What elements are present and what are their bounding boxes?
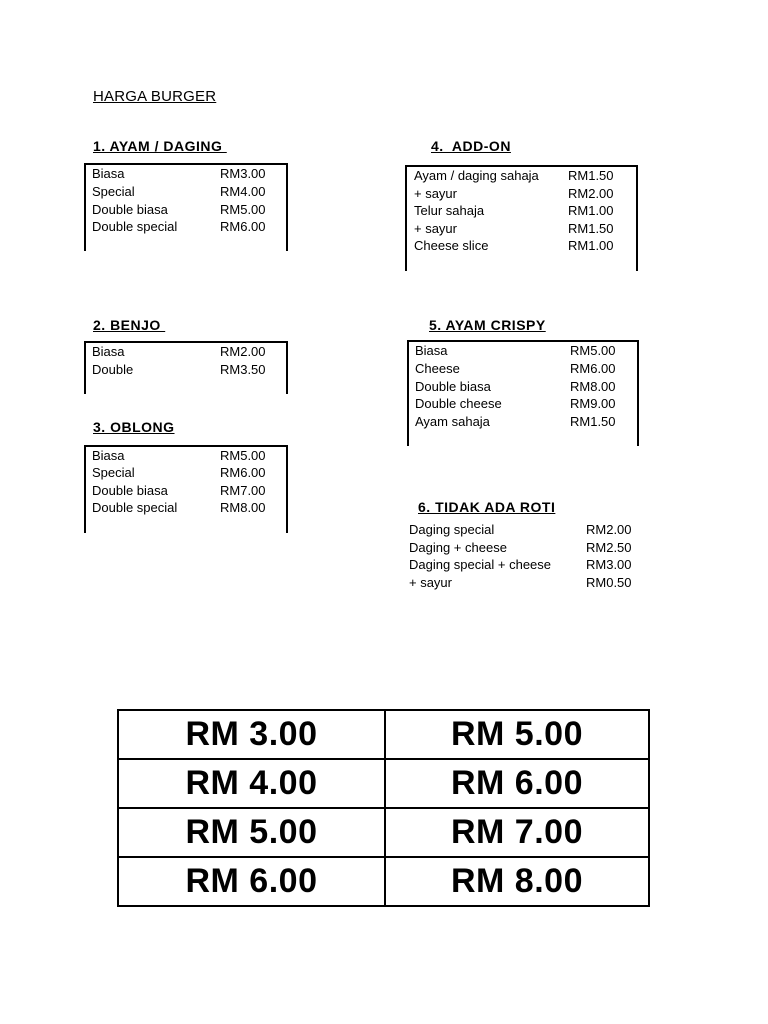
item-name: Cheese <box>415 361 460 376</box>
item-price: RM4.00 <box>220 184 266 199</box>
item-name: Double <box>92 362 134 377</box>
item-price: RM2.00 <box>586 522 632 537</box>
item-name: Double special <box>92 219 178 234</box>
menu-box-ayam-daging <box>84 163 288 251</box>
item-name: Telur sahaja <box>414 203 485 218</box>
table-row <box>118 710 649 759</box>
price-cell: RM 5.00 <box>385 710 649 759</box>
item-price: RM1.00 <box>568 203 614 218</box>
price-cell: RM 5.00 <box>118 808 385 857</box>
menu-box-add-on <box>405 165 638 271</box>
item-price: RM1.50 <box>570 414 616 429</box>
price-cell: RM 3.00 <box>118 710 385 759</box>
item-name: Biasa <box>92 166 125 181</box>
item-name: Daging special + cheese <box>409 557 552 572</box>
item-price: RM1.50 <box>568 221 614 236</box>
item-price: RM3.00 <box>586 557 632 572</box>
menu-box-oblong <box>84 445 288 533</box>
menu-box-benjo <box>84 341 288 394</box>
item-name: Ayam / daging sahaja <box>414 168 539 183</box>
table-row <box>118 808 649 857</box>
item-name: Biasa <box>415 343 448 358</box>
section-heading-oblong: 3. OBLONG <box>93 419 175 435</box>
item-price: RM5.00 <box>220 448 266 463</box>
item-name: Double biasa <box>92 483 168 498</box>
item-name: Biasa <box>92 448 125 463</box>
item-price: RM6.00 <box>570 361 616 376</box>
item-price: RM1.00 <box>568 238 614 253</box>
item-price: RM5.00 <box>570 343 616 358</box>
item-price: RM2.00 <box>568 186 614 201</box>
section-heading-add-on: 4. ADD-ON <box>431 138 511 154</box>
price-cell: RM 7.00 <box>385 808 649 857</box>
item-price: RM5.00 <box>220 202 266 217</box>
table-row <box>118 857 649 906</box>
page-title: HARGA BURGER <box>93 88 217 105</box>
item-name: + sayur <box>414 221 457 236</box>
price-table <box>117 709 650 907</box>
price-cell: RM 4.00 <box>118 759 385 808</box>
item-name: Ayam sahaja <box>415 414 490 429</box>
item-name: + sayur <box>414 186 457 201</box>
item-name: Double biasa <box>92 202 168 217</box>
item-name: Cheese slice <box>414 238 489 253</box>
item-name: Special <box>92 465 135 480</box>
price-cell: RM 8.00 <box>385 857 649 906</box>
item-price: RM6.00 <box>220 219 266 234</box>
item-name: + sayur <box>409 575 452 590</box>
item-price: RM9.00 <box>570 396 616 411</box>
section-heading-benjo: 2. BENJO <box>93 317 166 333</box>
item-price: RM1.50 <box>568 168 614 183</box>
section-heading-ayam-daging: 1. AYAM / DAGING <box>93 138 227 154</box>
section-heading-tidak-ada-roti: 6. TIDAK ADA ROTI <box>418 499 556 515</box>
section-heading-ayam-crispy: 5. AYAM CRISPY <box>429 317 546 333</box>
item-price: RM7.00 <box>220 483 266 498</box>
item-name: Special <box>92 184 135 199</box>
item-name: Daging + cheese <box>409 540 507 555</box>
price-cell: RM 6.00 <box>385 759 649 808</box>
table-row <box>118 759 649 808</box>
item-name: Double special <box>92 500 178 515</box>
menu-list-tidak-ada-roti <box>409 521 649 593</box>
item-price: RM2.50 <box>586 540 632 555</box>
item-price: RM6.00 <box>220 465 266 480</box>
item-price: RM8.00 <box>570 379 616 394</box>
item-name: Daging special <box>409 522 495 537</box>
menu-box-ayam-crispy <box>407 340 639 446</box>
item-price: RM2.00 <box>220 344 266 359</box>
item-name: Biasa <box>92 344 125 359</box>
item-name: Double cheese <box>415 396 502 411</box>
item-price: RM0.50 <box>586 575 632 590</box>
item-price: RM3.00 <box>220 166 266 181</box>
price-cell: RM 6.00 <box>118 857 385 906</box>
item-name: Double biasa <box>415 379 491 394</box>
item-price: RM3.50 <box>220 362 266 377</box>
item-price: RM8.00 <box>220 500 266 515</box>
